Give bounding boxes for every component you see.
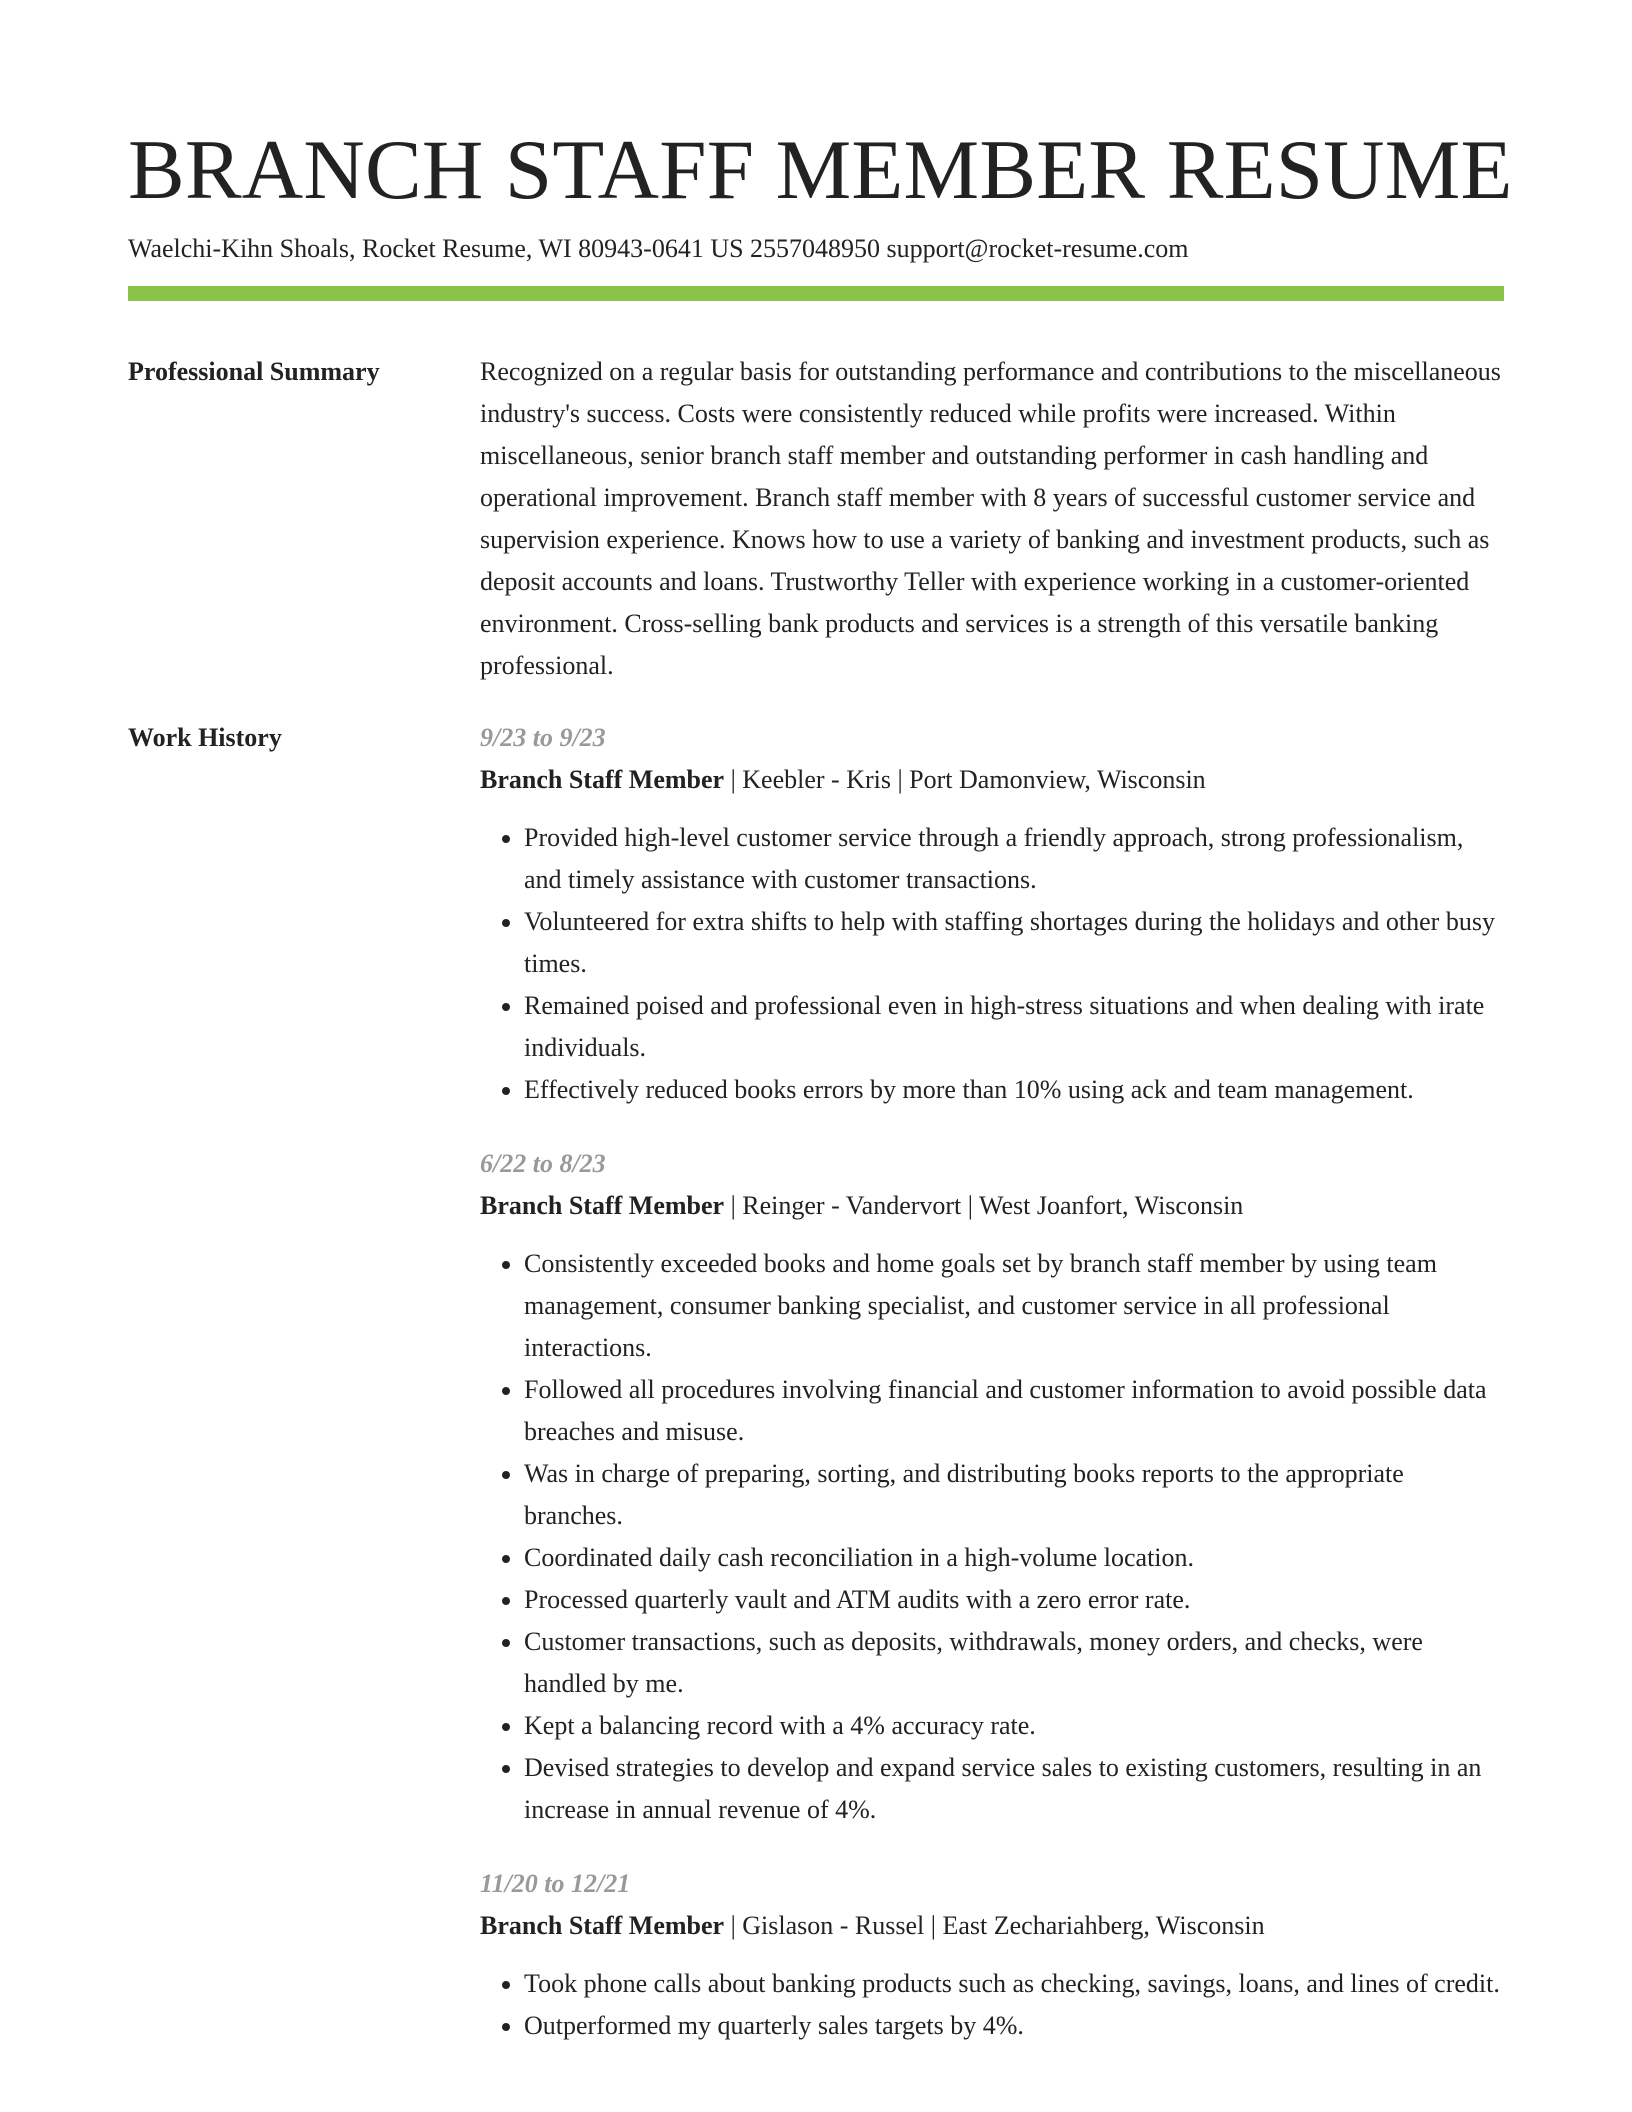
job-dates: 9/23 to 9/23 <box>480 723 606 752</box>
job-heading <box>480 759 1504 801</box>
job-employer-location: | Keebler - Kris | Port Damonview, Wisconsin <box>724 765 1206 794</box>
job-bullet: • Volunteered for extra shifts to help with staffing shortages during the holidays and other busy times. <box>524 901 1504 985</box>
work-history-section <box>128 717 1504 2079</box>
job-bullet: • Kept a balancing record with a 4% accuracy rate. <box>524 1705 1504 1747</box>
job-entry <box>480 1863 1504 2047</box>
job-bullet: • Customer transactions, such as deposits, withdrawals, money orders, and checks, were handled by me. <box>524 1621 1504 1705</box>
contact-line: Waelchi-Kihn Shoals, Rocket Resume, WI 80943-0641 US 2557048950 support@rocket-resume.com <box>128 234 1189 263</box>
header-divider <box>128 286 1504 301</box>
job-dates: 11/20 to 12/21 <box>480 1869 631 1898</box>
job-bullet-list <box>480 1963 1504 2047</box>
job-bullet-list <box>480 1243 1504 1831</box>
job-bullet: • Consistently exceeded books and home goals set by branch staff member by using team management, consumer banking specialist, and customer service in all professional interactions. <box>524 1243 1504 1369</box>
job-bullet: • Provided high-level customer service through a friendly approach, strong professionalism, and timely assistance with customer transactions. <box>524 817 1504 901</box>
job-entry <box>480 1143 1504 1831</box>
job-bullet-list <box>480 817 1504 1111</box>
job-list <box>480 717 1504 2079</box>
job-bullet: • Coordinated daily cash reconciliation in a high-volume location. <box>524 1537 1504 1579</box>
job-dates: 6/22 to 8/23 <box>480 1149 606 1178</box>
resume-page <box>128 0 1513 2079</box>
job-title: Branch Staff Member <box>480 765 725 794</box>
job-bullet: • Devised strategies to develop and expand service sales to existing customers, resulting in an increase in annual revenue of 4%. <box>524 1747 1504 1831</box>
job-bullet: • Remained poised and professional even in high-stress situations and when dealing with irate individuals. <box>524 985 1504 1069</box>
job-title: Branch Staff Member <box>480 1191 725 1220</box>
professional-summary-section <box>128 351 1504 687</box>
section-label: Work History <box>128 723 282 752</box>
job-bullet: • Took phone calls about banking products such as checking, savings, loans, and lines of credit. <box>524 1963 1504 2005</box>
job-bullet: • Effectively reduced books errors by more than 10% using ack and team management. <box>524 1069 1504 1111</box>
job-bullet: • Followed all procedures involving financial and customer information to avoid possible data breaches and misuse. <box>524 1369 1504 1453</box>
resume-title: BRANCH STAFF MEMBER RESUME <box>128 123 1513 217</box>
job-bullet: • Processed quarterly vault and ATM audits with a zero error rate. <box>524 1579 1504 1621</box>
section-label: Professional Summary <box>128 357 380 386</box>
section-body <box>480 351 1504 687</box>
job-employer-location: | Gislason - Russel | East Zechariahberg, Wisconsin <box>724 1911 1265 1940</box>
job-bullet: • Was in charge of preparing, sorting, and distributing books reports to the appropriate branches. <box>524 1453 1504 1537</box>
job-employer-location: | Reinger - Vandervort | West Joanfort, Wisconsin <box>724 1191 1244 1220</box>
job-heading <box>480 1185 1504 1227</box>
job-entry <box>480 717 1504 1111</box>
job-title: Branch Staff Member <box>480 1911 725 1940</box>
summary-text: Recognized on a regular basis for outstanding performance and contributions to the miscellaneous industry's success. Costs were consistently reduced while profits were increased. Within miscellaneous, senior branch staff member and outstanding performer in cash handling and operational improvement. Branch staff member with 8 years of successful customer service and supervision experience. Knows how to use a variety of banking and investment products, such as deposit accounts and loans. Trustworthy Teller with experience working in a customer-oriented environment. Cross-selling bank products and services is a strength of this versatile banking professional. <box>480 357 1501 680</box>
job-heading <box>480 1905 1504 1947</box>
job-bullet: • Outperformed my quarterly sales targets by 4%. <box>524 2005 1504 2047</box>
